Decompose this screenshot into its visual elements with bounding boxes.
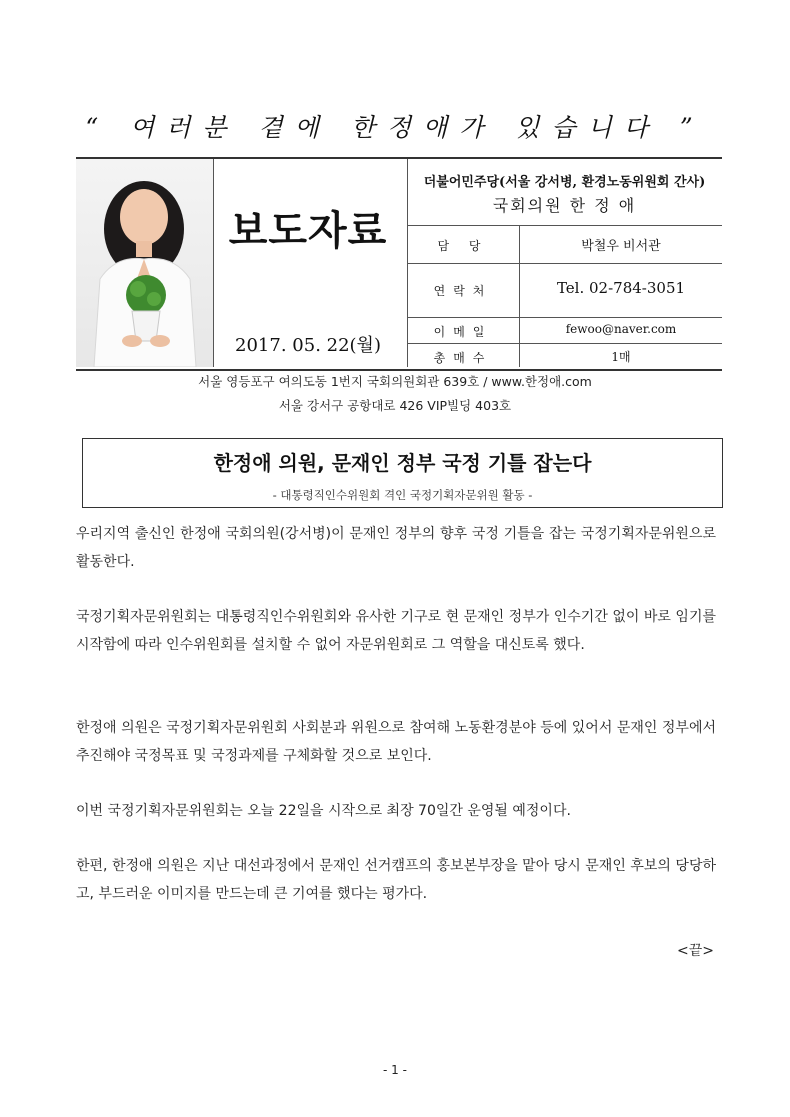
email-value[interactable]: fewoo@naver.com <box>565 322 677 336</box>
slogan: “ 여러분 곁에 한정애가 있습니다 ” <box>85 113 705 142</box>
subheadline: - 대통령직인수위원회 격인 국정기획자문위원 활동 - <box>272 488 533 502</box>
contact-person-label: 담 당 <box>437 239 489 253</box>
email-label: 이메일 <box>433 325 493 339</box>
body-paragraph-2: 국정기획자문위원회는 대통령직인수위원회와 유사한 기구로 현 문재인 정부가 인수기간 없이 바로 임기를 시작함에 따라 인수위원회를 설치할 수 없어 자문위원회로 그 역할을 대신토록 했다. <box>76 609 716 653</box>
party-affiliation: 더불어민주당(서울 강서병, 환경노동위원회 간사) <box>423 175 706 190</box>
release-date: 2017. 05. 22(월) <box>235 335 381 356</box>
page-count-label: 총매수 <box>433 351 493 365</box>
body-paragraph-1: 우리지역 출신인 한정애 국회의원(강서병)이 문재인 정부의 향후 국정 기틀을 잡는 국정기획자문위원으로 활동한다. <box>76 526 716 570</box>
office-address-2: 서울 강서구 공항대로 426 VIP빌딩 403호 <box>278 398 512 413</box>
headline: 한정애 의원, 문재인 정부 국정 기틀 잡는다 <box>213 451 592 475</box>
member-photo <box>76 159 214 367</box>
press-header-table <box>76 157 722 371</box>
phone-value: Tel. 02-784-3051 <box>556 279 686 297</box>
body-paragraph-5: 한편, 한정애 의원은 지난 대선과정에서 문재인 선거캠프의 홍보본부장을 맡아 당시 문재인 후보의 당당하고, 부드러운 이미지를 만드는데 큰 기여를 했다는 평가다. <box>76 858 716 902</box>
end-mark: <끝> <box>677 943 714 959</box>
headline-box <box>82 438 723 508</box>
page-count-value: 1매 <box>611 350 631 364</box>
member-name: 국회의원 한 정 애 <box>492 196 637 215</box>
member-portrait-image <box>76 159 213 367</box>
office-address-1: 서울 영등포구 여의도동 1번지 국회의원회관 639호 / www.한정애.com <box>198 374 592 389</box>
phone-label: 연락처 <box>433 284 493 298</box>
press-release-title: 보도자료 <box>228 208 388 254</box>
body-paragraph-3: 한정애 의원은 국정기획자문위원회 사회분과 위원으로 참여해 노동환경분야 등에 있어서 문재인 정부에서 추진해야 국정목표 및 국정과제를 구체화할 것으로 보인다. <box>76 720 716 764</box>
body-paragraph-4: 이번 국정기획자문위원회는 오늘 22일을 시작으로 최장 70일간 운영될 예정이다. <box>76 803 571 819</box>
contact-person-value: 박철우 비서관 <box>581 239 661 254</box>
page-number: - 1 - <box>383 1063 407 1077</box>
